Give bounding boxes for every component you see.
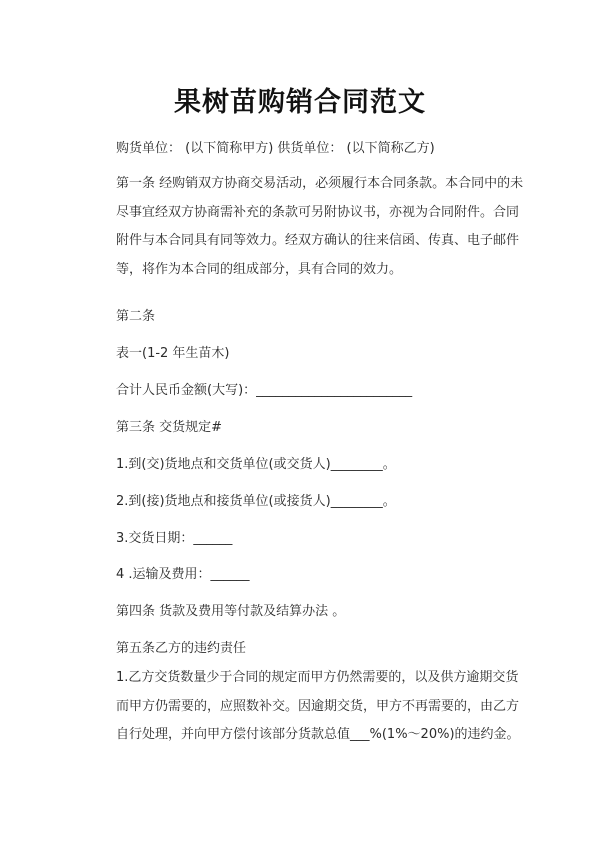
table-1-caption: 表一(1-2 年生苗木)	[116, 346, 230, 361]
delivery-item-3: 3.交货日期：______	[116, 531, 233, 546]
delivery-item-4: 4 .运输及费用：______	[116, 567, 250, 582]
article-2-heading: 第二条	[116, 309, 156, 324]
breach-item-1-text: 1.乙方交货数量少于合同的规定而甲方仍然需要的，以及供方逾期交货而甲方仍需要的，应照数补交。因逾期交货，甲方不再需要的，由乙方自行处理，并向甲方偿付该部分货款总值___%(1%～20%)的违约金。	[116, 670, 520, 742]
article-4-heading: 第四条 货款及费用等付款及结算办法 。	[116, 604, 346, 619]
parties-line: 购货单位： (以下简称甲方) 供货单位： (以下简称乙方)	[116, 141, 435, 156]
breach-item-1-paragraph	[116, 664, 524, 750]
article-1-text: 第一条 经购销双方协商交易活动，必须履行本合同条款。本合同中的未尽事宜经双方协商需补充的条款可另附协议书，亦视为合同附件。合同附件与本合同具有同等效力。经双方确认的往来信函、传真、电子邮件等，将作为本合同的组成部分，具有合同的效力。	[116, 176, 524, 277]
total-amount-line: 合计人民币金额(大写)：________________________	[116, 383, 413, 398]
delivery-item-2: 2.到(接)货地点和接货单位(或接货人)________。	[116, 494, 396, 509]
article-1-paragraph	[116, 170, 524, 284]
document-title: 果树苗购销合同范文	[174, 87, 426, 118]
article-3-heading: 第三条 交货规定#	[116, 420, 223, 435]
article-5-heading: 第五条乙方的违约责任	[116, 641, 247, 656]
delivery-item-1: 1.到(交)货地点和交货单位(或交货人)________。	[116, 457, 396, 472]
